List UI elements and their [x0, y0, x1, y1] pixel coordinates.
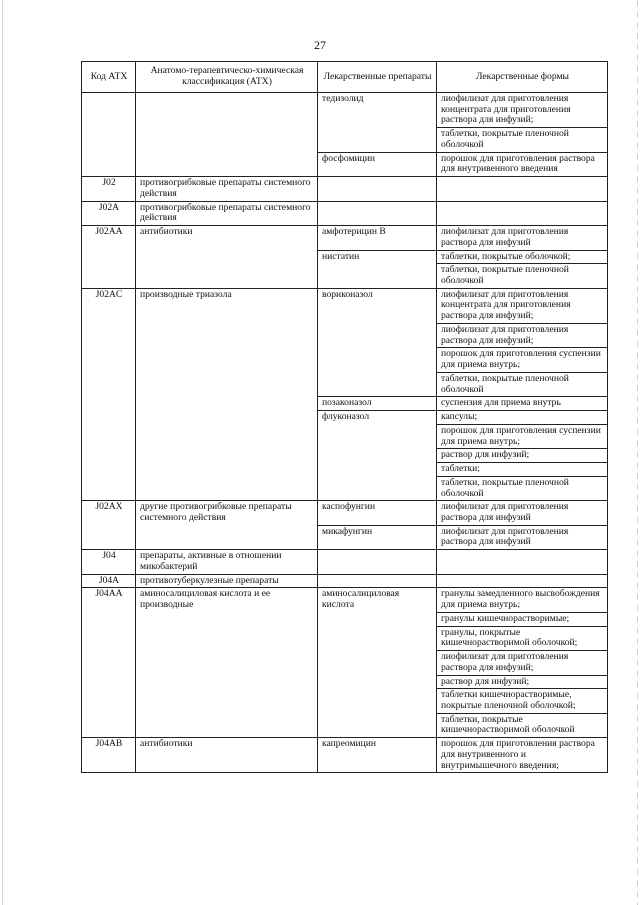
drug-name-cell: капреомицин [318, 738, 437, 773]
atc-code-cell: J04AA [82, 588, 136, 738]
table-row [82, 588, 608, 612]
dosage-form-cell: таблетки, покрытые кишечнорастворимой оболочкой [437, 713, 608, 737]
dosage-form-cell: таблетки; [437, 463, 608, 477]
atc-code-cell: J02A [82, 201, 136, 225]
table-body [82, 93, 608, 773]
atc-classification-cell: антибиотики [136, 738, 318, 773]
atc-classification-cell: противогрибковые препараты системного действия [136, 201, 318, 225]
header-drugs: Лекарственные препараты [318, 62, 437, 93]
drug-name-cell [318, 574, 437, 588]
table-row [82, 177, 608, 201]
drug-name-cell [318, 177, 437, 201]
dosage-form-cell: лиофилизат для приготовления раствора для инфузий; [437, 323, 608, 347]
dosage-form-cell: раствор для инфузий; [437, 449, 608, 463]
drug-name-cell: фосфомицин [318, 152, 437, 176]
atc-code-cell: J02AX [82, 501, 136, 550]
table-header-row [82, 62, 608, 93]
atc-code-cell: J02AC [82, 288, 136, 500]
table-row [82, 288, 608, 323]
scan-edge-left [2, 0, 3, 905]
dosage-form-cell: таблетки, покрытые пленочной оболочкой [437, 476, 608, 500]
atc-classification-cell: препараты, активные в отношении микобактерий [136, 550, 318, 574]
atc-code-cell: J02AA [82, 226, 136, 289]
dosage-form-cell: лиофилизат для приготовления концентрата для приготовления раствора для инфузий; [437, 93, 608, 128]
table-row [82, 226, 608, 250]
dosage-form-cell [437, 574, 608, 588]
atc-code-cell: J04 [82, 550, 136, 574]
dosage-form-cell: таблетки кишечнорастворимые, покрытые пленочной оболочкой; [437, 689, 608, 713]
dosage-form-cell [437, 177, 608, 201]
atc-code-cell [82, 93, 136, 177]
dosage-form-cell: раствор для инфузий; [437, 675, 608, 689]
dosage-form-cell: порошок для приготовления суспензии для приема внутрь; [437, 348, 608, 372]
table-row [82, 550, 608, 574]
dosage-form-cell: гранулы замедленного высвобождения для приема внутрь; [437, 588, 608, 612]
table-row [82, 201, 608, 225]
drug-name-cell: вориконазол [318, 288, 437, 397]
atc-code-cell: J02 [82, 177, 136, 201]
dosage-form-cell: таблетки, покрытые пленочной оболочкой [437, 264, 608, 288]
atc-classification-cell: противогрибковые препараты системного действия [136, 177, 318, 201]
atc-classification-cell: противотуберкулезные препараты [136, 574, 318, 588]
drug-name-cell: тедизолид [318, 93, 437, 153]
dosage-form-cell: таблетки, покрытые оболочкой; [437, 250, 608, 264]
drug-name-cell: микафунгин [318, 525, 437, 549]
dosage-form-cell: лиофилизат для приготовления концентрата для приготовления раствора для инфузий; [437, 288, 608, 323]
table-row [82, 738, 608, 773]
drug-name-cell: каспофунгин [318, 501, 437, 525]
dosage-form-cell: таблетки, покрытые пленочной оболочкой [437, 372, 608, 396]
drug-name-cell [318, 550, 437, 574]
header-code: Код АТХ [82, 62, 136, 93]
atc-code-cell: J04AB [82, 738, 136, 773]
atc-classification-cell: аминосалициловая кислота и ее производные [136, 588, 318, 738]
dosage-form-cell: лиофилизат для приготовления раствора для инфузий [437, 501, 608, 525]
dosage-form-cell: порошок для приготовления раствора для внутривенного введения [437, 152, 608, 176]
table-row [82, 501, 608, 525]
dosage-form-cell [437, 201, 608, 225]
scan-edge-right [637, 0, 638, 905]
dosage-form-cell: порошок для приготовления суспензии для приема внутрь; [437, 424, 608, 448]
table-row [82, 574, 608, 588]
drug-name-cell: флуконазол [318, 411, 437, 501]
drug-name-cell: позаконазол [318, 397, 437, 411]
dosage-form-cell [437, 550, 608, 574]
dosage-form-cell: лиофилизат для приготовления раствора для инфузий; [437, 651, 608, 675]
drug-name-cell: аминосалициловая кислота [318, 588, 437, 738]
page-number: 27 [314, 38, 326, 52]
atc-table [81, 61, 608, 773]
dosage-form-cell: гранулы кишечнорастворимые; [437, 612, 608, 626]
dosage-form-cell: лиофилизат для приготовления раствора для инфузий [437, 525, 608, 549]
drug-name-cell: нистатин [318, 250, 437, 288]
dosage-form-cell: суспензия для приема внутрь [437, 397, 608, 411]
atc-classification-cell [136, 93, 318, 177]
header-forms: Лекарственные формы [437, 62, 608, 93]
drug-name-cell: амфотерицин В [318, 226, 437, 250]
header-classification: Анатомо-терапевтическо-химическая классификация (АТХ) [136, 62, 318, 93]
atc-classification-cell: антибиотики [136, 226, 318, 289]
drug-name-cell [318, 201, 437, 225]
dosage-form-cell: таблетки, покрытые пленочной оболочкой [437, 128, 608, 152]
atc-code-cell: J04A [82, 574, 136, 588]
dosage-form-cell: гранулы, покрытые кишечнорастворимой оболочкой; [437, 626, 608, 650]
dosage-form-cell: лиофилизат для приготовления раствора для инфузий [437, 226, 608, 250]
dosage-form-cell: капсулы; [437, 411, 608, 425]
dosage-form-cell: порошок для приготовления раствора для внутривенного и внутримышечного введения; [437, 738, 608, 773]
atc-classification-cell: другие противогрибковые препараты системного действия [136, 501, 318, 550]
table-row [82, 93, 608, 128]
atc-classification-cell: производные триазола [136, 288, 318, 500]
